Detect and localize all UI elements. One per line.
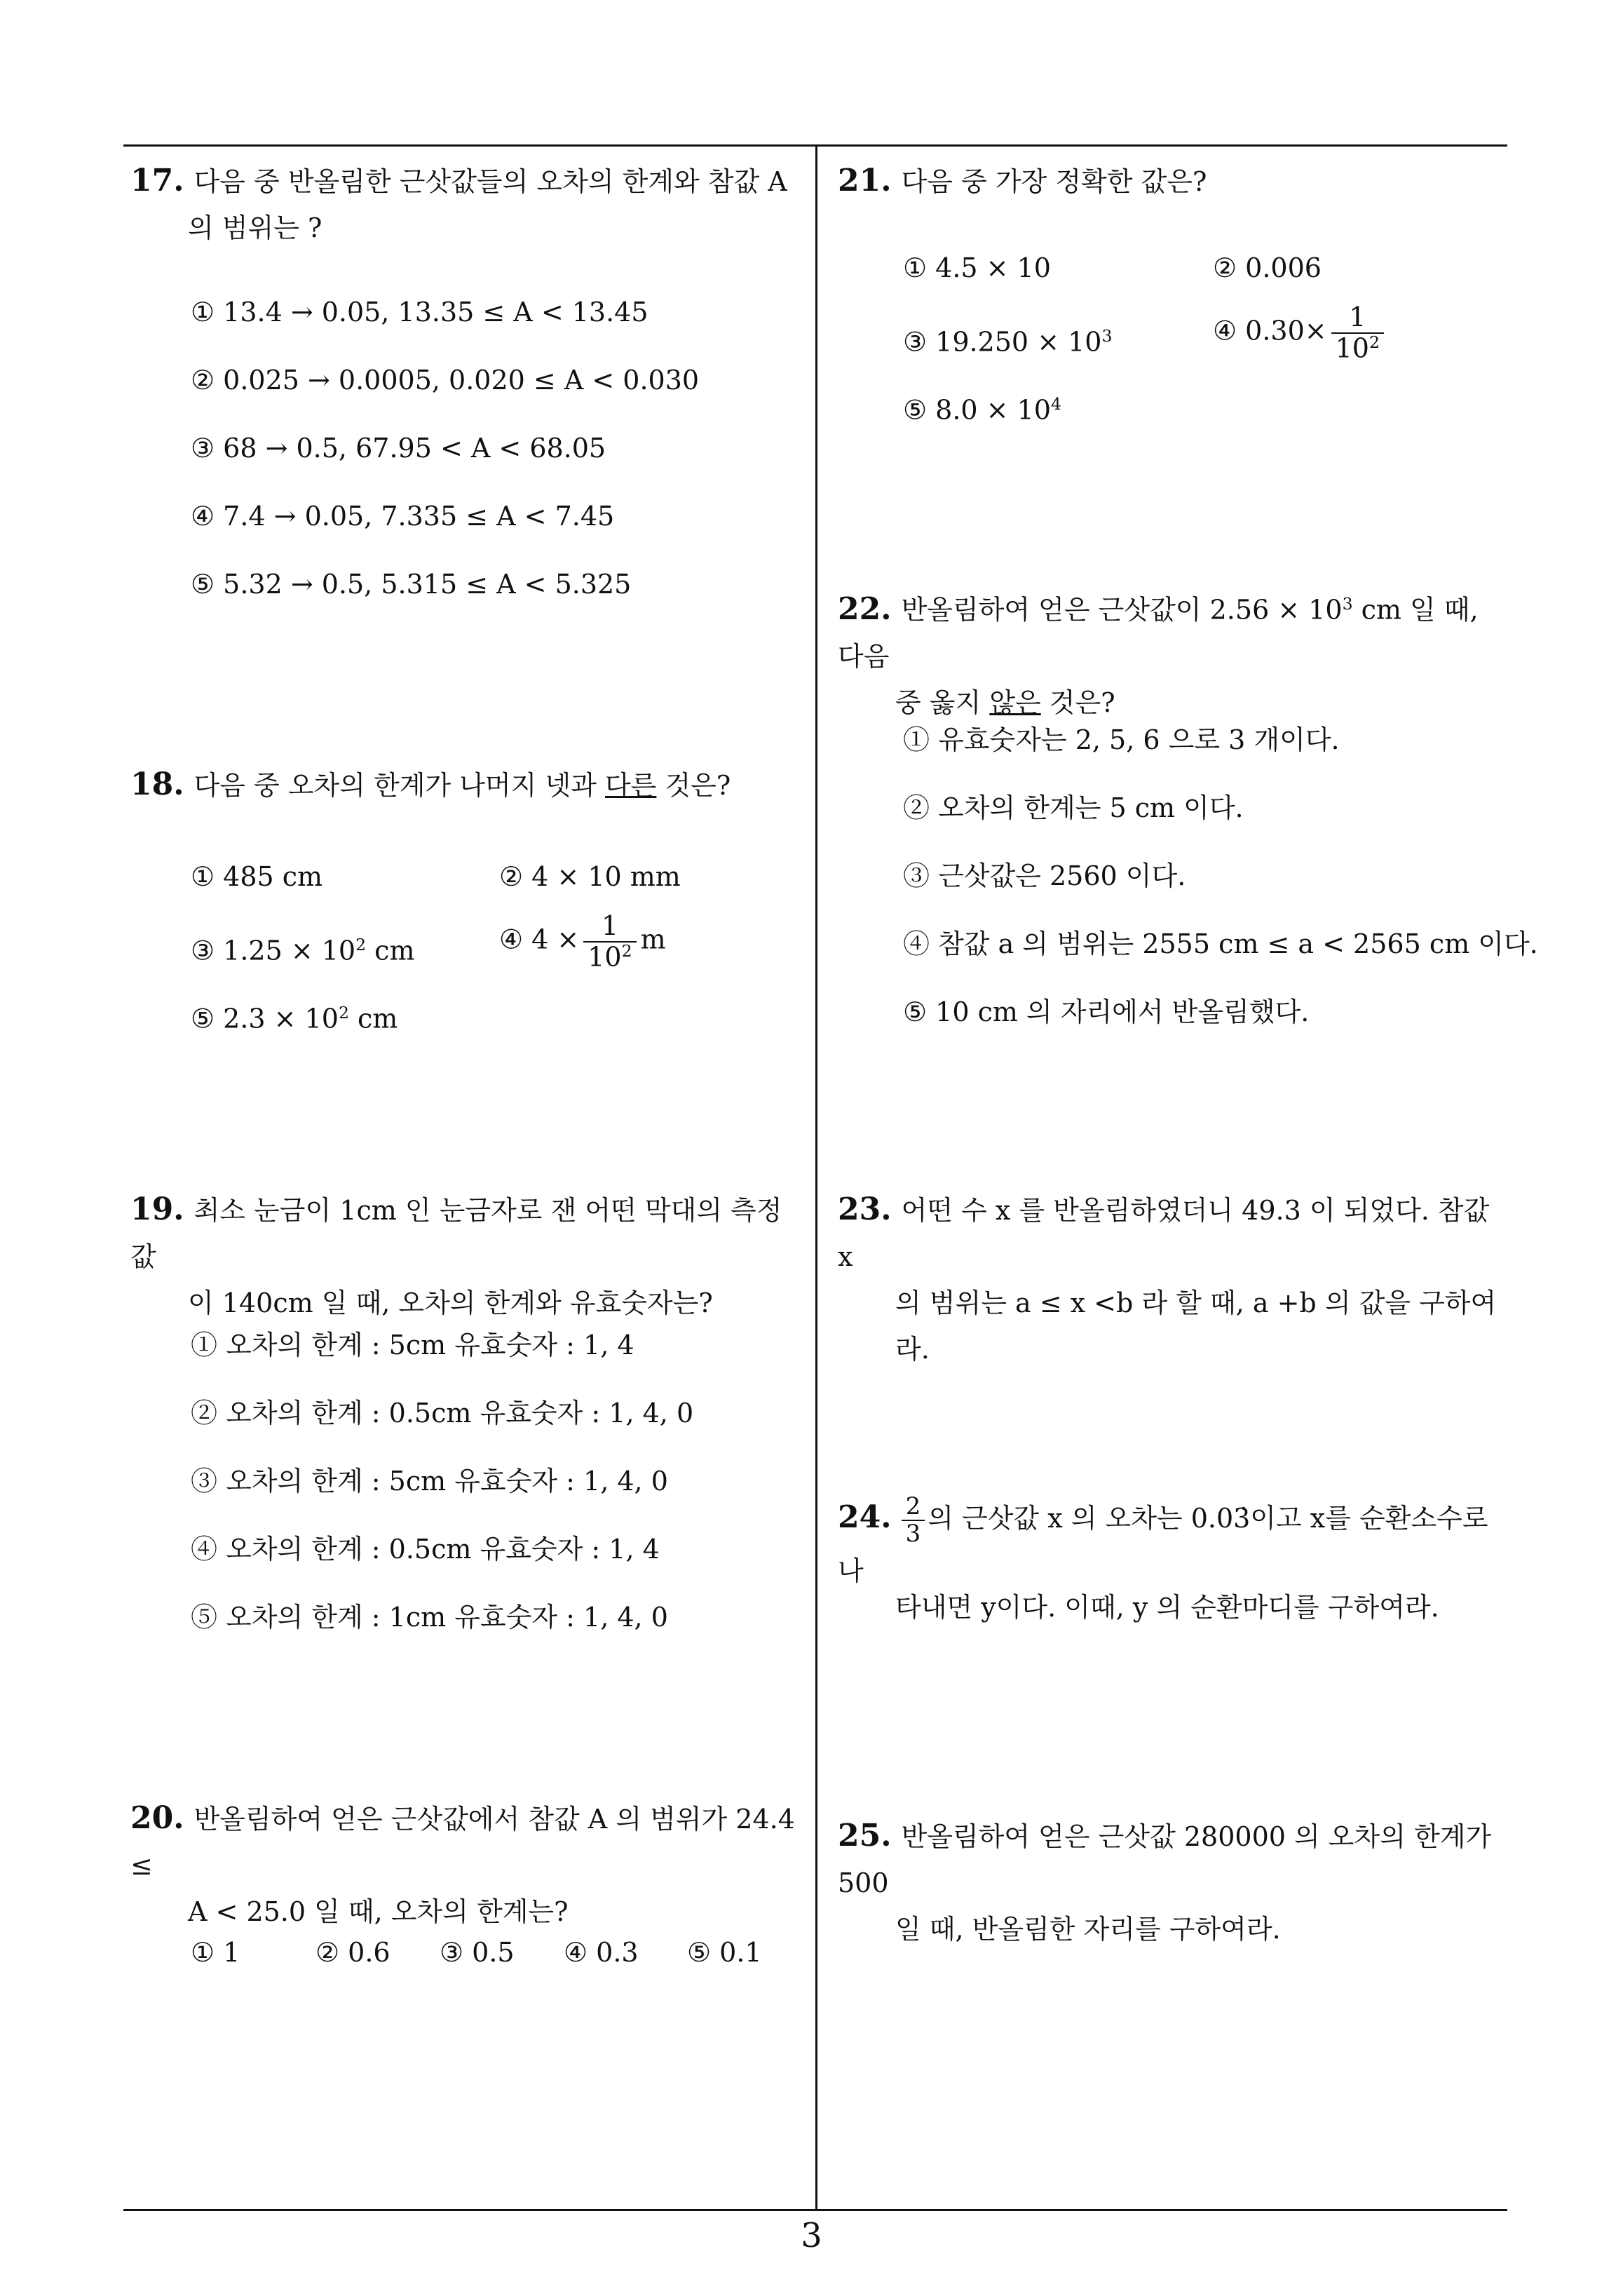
question-stem-cont: 의 범위는 a ≤ x <b 라 할 때, a +b 의 값을 구하여라. [895,1288,1497,1365]
option-3[interactable]: ③ 68 → 0.5, 67.95 < A < 68.05 [191,433,606,464]
question-stem-end: cm 일 때, 다음 [838,594,1479,672]
question-stem-end: 것은? [1040,687,1115,718]
question-stem: 다음 중 오차의 한계가 나머지 넷과 [193,770,605,801]
option-4[interactable]: ④ 0.30× $\frac{1}{10^2}$ [1213,303,1388,363]
fraction: $\frac{1}{10^2}$ [1331,303,1384,363]
underlined-word: 않은 [989,687,1041,718]
option-2[interactable]: ② 오차의 한계는 5 cm 이다. [903,792,1244,823]
question-number: 18. [130,767,184,802]
fraction: $\frac{2}{3}$ [902,1494,925,1548]
question-18 [130,762,803,809]
question-stem: 다음 중 가장 정확한 값은? [901,166,1207,197]
question-stem: 반올림하여 얻은 근삿값 280000 의 오차의 한계가 500 [838,1821,1492,1898]
option-4[interactable]: ④ 오차의 한계 : 0.5cm 유효숫자 : 1, 4 [191,1534,660,1565]
option-4[interactable]: ④ 참값 a 의 범위는 2555 cm ≤ a < 2565 cm 이다. [903,928,1538,959]
option-5[interactable]: ⑤ $2.3 \times 10^2$ cm [191,1003,398,1034]
fraction: $\frac{1}{10^2}$ [583,912,636,972]
page-number: 3 [801,2216,822,2255]
question-19 [130,1187,803,1326]
option-2[interactable]: ② 오차의 한계 : 0.5cm 유효숫자 : 1, 4, 0 [191,1398,694,1429]
question-number: 20. [130,1800,184,1836]
bottom-rule [123,2209,1507,2211]
question-20 [130,1795,803,1935]
option-1[interactable]: ① 오차의 한계 : 5cm 유효숫자 : 1, 4 [191,1330,634,1360]
question-stem: 의 근삿값 x 의 오차는 0.03̇이고 x를 순환소수로 나 [838,1502,1488,1586]
question-22 [838,581,1511,726]
option-1[interactable]: ① 1 [191,1937,240,1968]
option-2[interactable]: ② 0.025 → 0.0005, 0.020 ≤ A < 0.030 [191,365,700,396]
option-3[interactable]: ③ 0.5 [440,1937,515,1968]
option-2[interactable]: ② 0.6 [315,1937,391,1968]
option-3[interactable]: ③ 오차의 한계 : 5cm 유효숫자 : 1, 4, 0 [191,1466,668,1497]
question-17 [130,158,803,251]
question-number: 21. [838,163,892,198]
question-stem-end: 것은? [656,770,731,801]
question-number: 23. [838,1191,892,1227]
question-stem: 다음 중 반올림한 근삿값들의 오차의 한계와 참값 A [193,166,787,197]
option-5[interactable]: ⑤ 5.32 → 0.5, 5.315 ≤ A < 5.325 [191,569,632,600]
question-stem-cont: 일 때, 반올림한 자리를 구하여라. [895,1914,1281,1945]
question-number: 17. [130,163,184,198]
option-5[interactable]: ⑤ $8.0 \times 10^4$ [903,394,1061,426]
question-stem: 반올림하여 얻은 근삿값에서 참값 A 의 범위가 24.4 ≤ [130,1804,795,1881]
question-number: 24. [838,1499,892,1535]
option-1[interactable]: ① 유효숫자는 2, 5, 6 으로 3 개이다. [903,724,1340,755]
option-4[interactable]: ④ 4 × $\frac{1}{10^2}$ m [499,910,666,973]
question-24 [838,1494,1511,1630]
question-number: 25. [838,1818,892,1853]
option-2[interactable]: ② 4 × 10 mm [499,861,681,892]
question-stem-cont: A < 25.0 일 때, 오차의 한계는? [188,1896,569,1927]
question-number: 22. [838,590,892,627]
column-divider [815,144,817,2210]
question-stem-cont: 중 옳지 [895,687,990,718]
option-2[interactable]: ② 0.006 [1213,252,1322,283]
question-21 [838,158,1511,205]
option-1[interactable]: ① 13.4 → 0.05, 13.35 ≤ A < 13.45 [191,297,648,327]
option-3[interactable]: ③ $19.250 \times 10^3$ [903,326,1113,358]
option-4[interactable]: ④ 7.4 → 0.05, 7.335 ≤ A < 7.45 [191,501,615,532]
option-1[interactable]: ① 485 cm [191,861,323,892]
question-number: 19. [130,1191,184,1227]
question-stem: 어떤 수 x 를 반올림하였더니 49.3 이 되었다. 참값 x [838,1195,1490,1272]
option-5[interactable]: ⑤ 오차의 한계 : 1cm 유효숫자 : 1, 4, 0 [191,1602,668,1633]
question-23 [838,1187,1511,1372]
question-stem: 최소 눈금이 1cm 인 눈금자로 잰 어떤 막대의 측정값 [130,1195,782,1272]
question-stem-cont: 이 140cm 일 때, 오차의 한계와 유효숫자는? [188,1288,713,1318]
question-25 [838,1813,1511,1952]
option-4[interactable]: ④ 0.3 [564,1937,639,1968]
question-stem-cont: 의 범위는 ? [188,212,322,243]
question-stem: 반올림하여 얻은 근삿값이 2.56 × 10 [901,594,1343,626]
option-5[interactable]: ⑤ 10 cm 의 자리에서 반올림했다. [903,997,1310,1027]
option-3[interactable]: ③ 근삿값은 2560 이다. [903,860,1186,891]
underlined-word: 다른 [604,770,657,801]
option-5[interactable]: ⑤ 0.1 [687,1937,762,1968]
option-1[interactable]: ① 4.5 × 10 [903,252,1051,283]
question-stem-cont: 타내면 y이다. 이때, y 의 순환마디를 구하여라. [895,1591,1439,1623]
option-3[interactable]: ③ $1.25 \times 10^2$ cm [191,935,415,966]
exponent: 3 [1342,594,1353,614]
